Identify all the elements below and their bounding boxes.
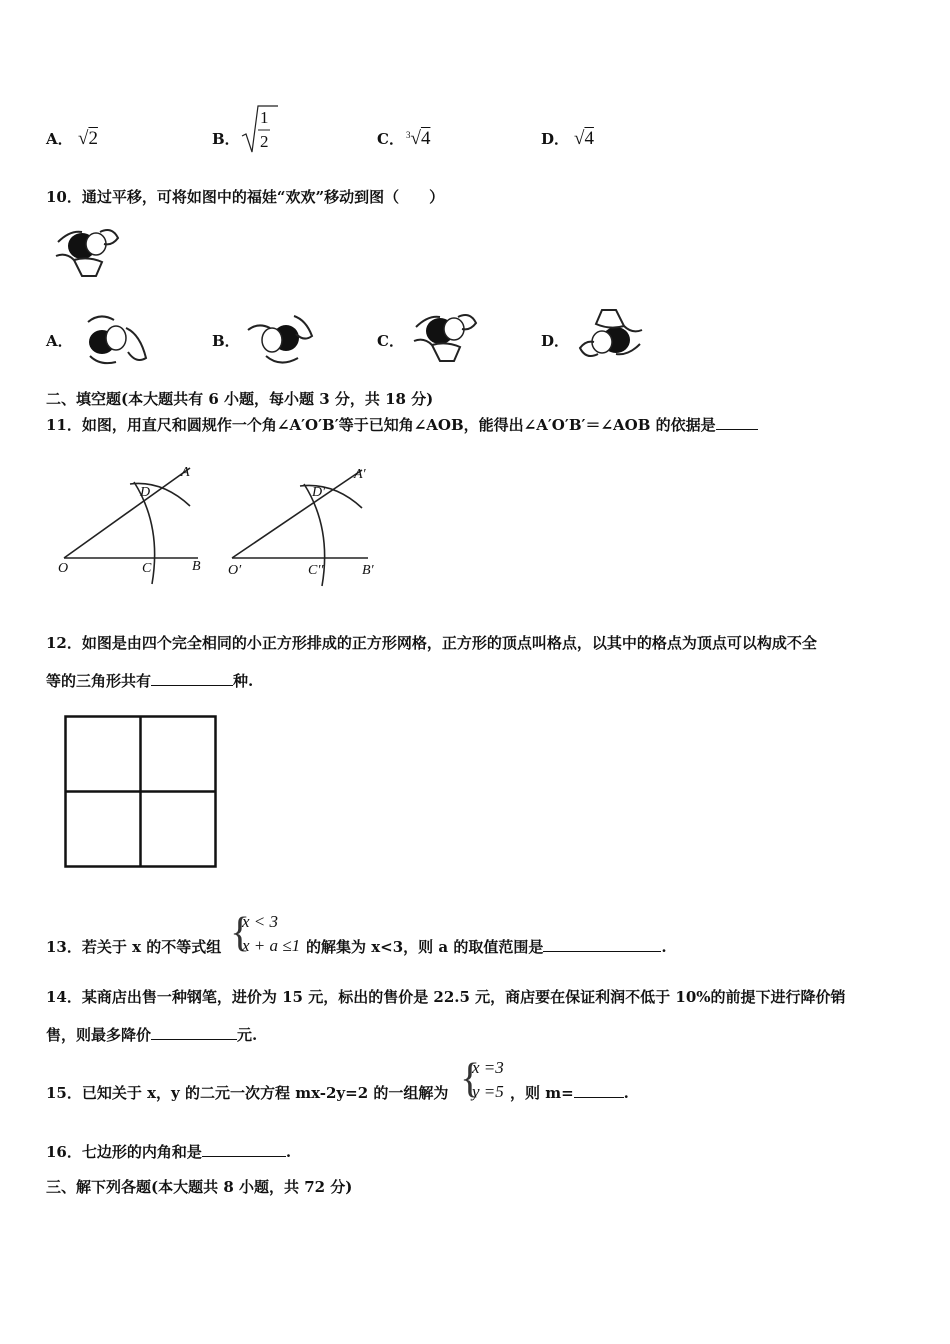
- q9-option-a-value: √2: [78, 128, 98, 149]
- q10-option-a-label: A．: [46, 332, 73, 350]
- q16-text: 16．七边形的内角和是 .: [46, 1143, 292, 1161]
- q13-prefix: 13．若关于 x 的不等式组: [46, 938, 222, 956]
- q11-fig1-label-d: D: [140, 485, 151, 500]
- q10-option-d-label: D．: [541, 332, 570, 350]
- q11-fig1-label-b: B: [192, 559, 201, 574]
- q14-line1: 14．某商店出售一种钢笔，进价为 15 元，标出的售价是 22.5 元，商店要在保证利润不低于 10%的前提下进行降价销: [46, 988, 846, 1006]
- q14-line2: 售，则最多降价 元.: [46, 1026, 258, 1044]
- q13-suffix: 的解集为 x<3，则 a 的取值范围是 .: [306, 938, 667, 956]
- section-2-heading: 二、填空题(本大题共有 6 小题，每小题 3 分，共 18 分): [46, 390, 434, 408]
- q9-option-c-value: $^3$√4: [406, 128, 431, 149]
- q12-line1: 12．如图是由四个完全相同的小正方形排成的正方形网格，正方形的顶点叫格点，以其中的格点为顶点可以构成不全: [46, 634, 817, 652]
- q11-fig2-label-o: O′: [228, 563, 242, 578]
- q15-prefix: 15．已知关于 x，y 的二元一次方程 mx-2y=2 的一组解为: [46, 1084, 449, 1102]
- q15-brace: {: [460, 1056, 481, 1102]
- q10-text: 10．通过平移，可将如图中的福娃“欢欢”移动到图（ ）: [46, 188, 445, 206]
- fuwa-option-a-icon: [80, 308, 152, 370]
- q10-option-b-label: B．: [212, 332, 240, 350]
- q11-angle-figures: [50, 462, 410, 602]
- q11-fig1-label-c: C: [142, 561, 152, 576]
- q11-fig2-label-d: D′: [312, 485, 326, 500]
- q9-option-b-label: B．: [212, 130, 240, 148]
- fuwa-option-b-icon: [244, 308, 316, 370]
- q15-suffix: ，则 m= .: [510, 1084, 629, 1102]
- q12-line2: 等的三角形共有 种.: [46, 672, 254, 690]
- q11-fig1-label-a: A: [181, 465, 190, 480]
- section-3-heading: 三、解下列各题(本大题共 8 小题，共 72 分): [46, 1178, 353, 1196]
- q9-option-d-value: √4: [574, 128, 594, 149]
- fuwa-option-c-icon: [410, 305, 482, 367]
- q9-option-a-label: A．: [46, 130, 73, 148]
- q9-option-b-value: 1 2: [240, 102, 280, 158]
- q11-fig2-label-a: A′: [354, 467, 366, 482]
- q9-option-c-label: C．: [377, 130, 404, 148]
- q10-option-c-label: C．: [377, 332, 404, 350]
- q12-square-grid: [64, 715, 218, 869]
- q11-fig2-label-b: B′: [362, 563, 374, 578]
- q11-fig2-label-c: C′′: [308, 563, 324, 578]
- q11-text: 11．如图，用直尺和圆规作一个角∠A′O′B′等于已知角∠AOB，能得出∠A′O′B′＝∠AOB 的依据是: [46, 414, 758, 435]
- q13-brace: {: [230, 910, 251, 956]
- q15-system: x =3 y =5: [472, 1058, 504, 1101]
- q11-fig1-label-o: O: [58, 561, 69, 576]
- q9-option-d-label: D．: [541, 130, 570, 148]
- q13-system: x < 3 x + a ≤1: [242, 912, 301, 955]
- fuwa-doll-icon: [52, 220, 124, 282]
- fuwa-option-d-icon: [574, 302, 646, 364]
